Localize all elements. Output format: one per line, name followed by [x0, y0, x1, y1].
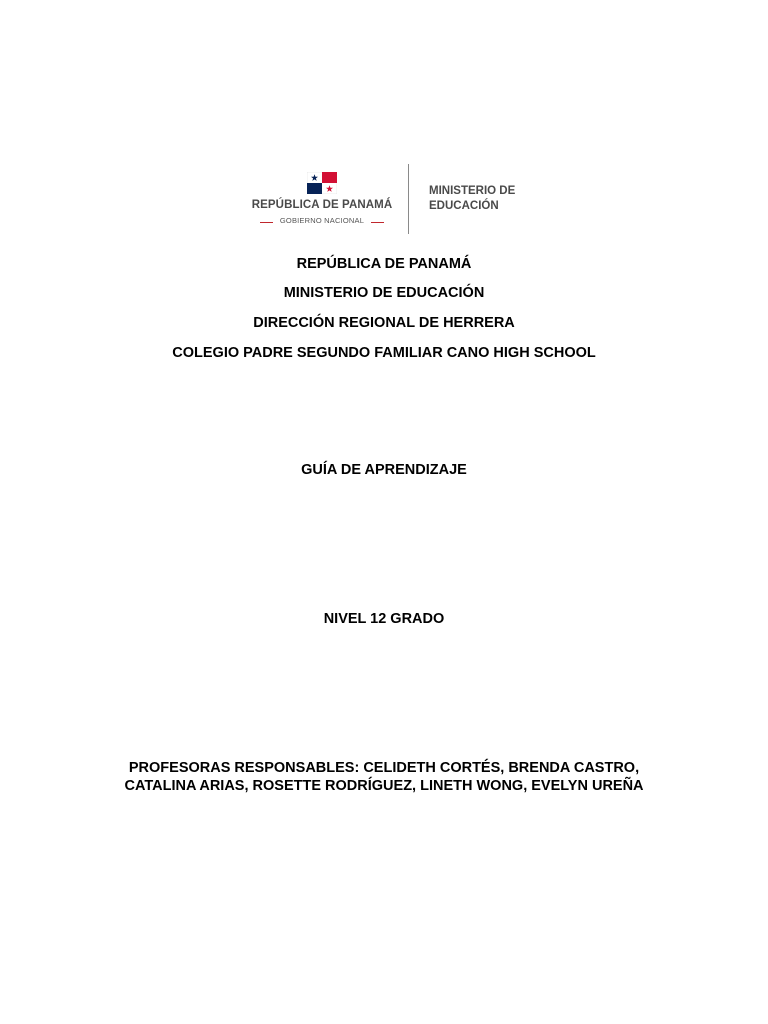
- logo-ministry-line-2: EDUCACIÓN: [429, 200, 499, 212]
- logo-government-row: [260, 216, 384, 228]
- header-regional-office: DIRECCIÓN REGIONAL DE HERRERA: [253, 315, 515, 331]
- logo-government-label: GOBIERNO NACIONAL: [279, 216, 365, 225]
- header-country: REPÚBLICA DE PANAMÁ: [296, 256, 472, 272]
- teachers-line-2: CATALINA ARIAS, ROSETTE RODRÍGUEZ, LINETH WONG, EVELYN UREÑA: [124, 778, 644, 794]
- document-title: GUÍA DE APRENDIZAJE: [301, 462, 467, 478]
- logo-country-name: REPÚBLICA DE PANAMÁ: [251, 199, 393, 211]
- teachers-line-1: PROFESORAS RESPONSABLES: CELIDETH CORTÉS, BRENDA CASTRO,: [128, 760, 640, 776]
- ministry-logo: [248, 164, 528, 236]
- logo-divider: [408, 164, 409, 234]
- header-ministry: MINISTERIO DE EDUCACIÓN: [283, 285, 485, 301]
- logo-red-rule-right: [371, 222, 384, 223]
- republic-emblem: [248, 164, 396, 236]
- grade-level: NIVEL 12 GRADO: [323, 611, 445, 627]
- logo-ministry-line-1: MINISTERIO DE: [429, 185, 516, 197]
- logo-ministry-name: [429, 184, 529, 214]
- logo-red-rule-left: [260, 222, 273, 223]
- header-school-name: COLEGIO PADRE SEGUNDO FAMILIAR CANO HIGH SCHOOL: [172, 345, 596, 361]
- panama-flag-icon: [307, 172, 337, 194]
